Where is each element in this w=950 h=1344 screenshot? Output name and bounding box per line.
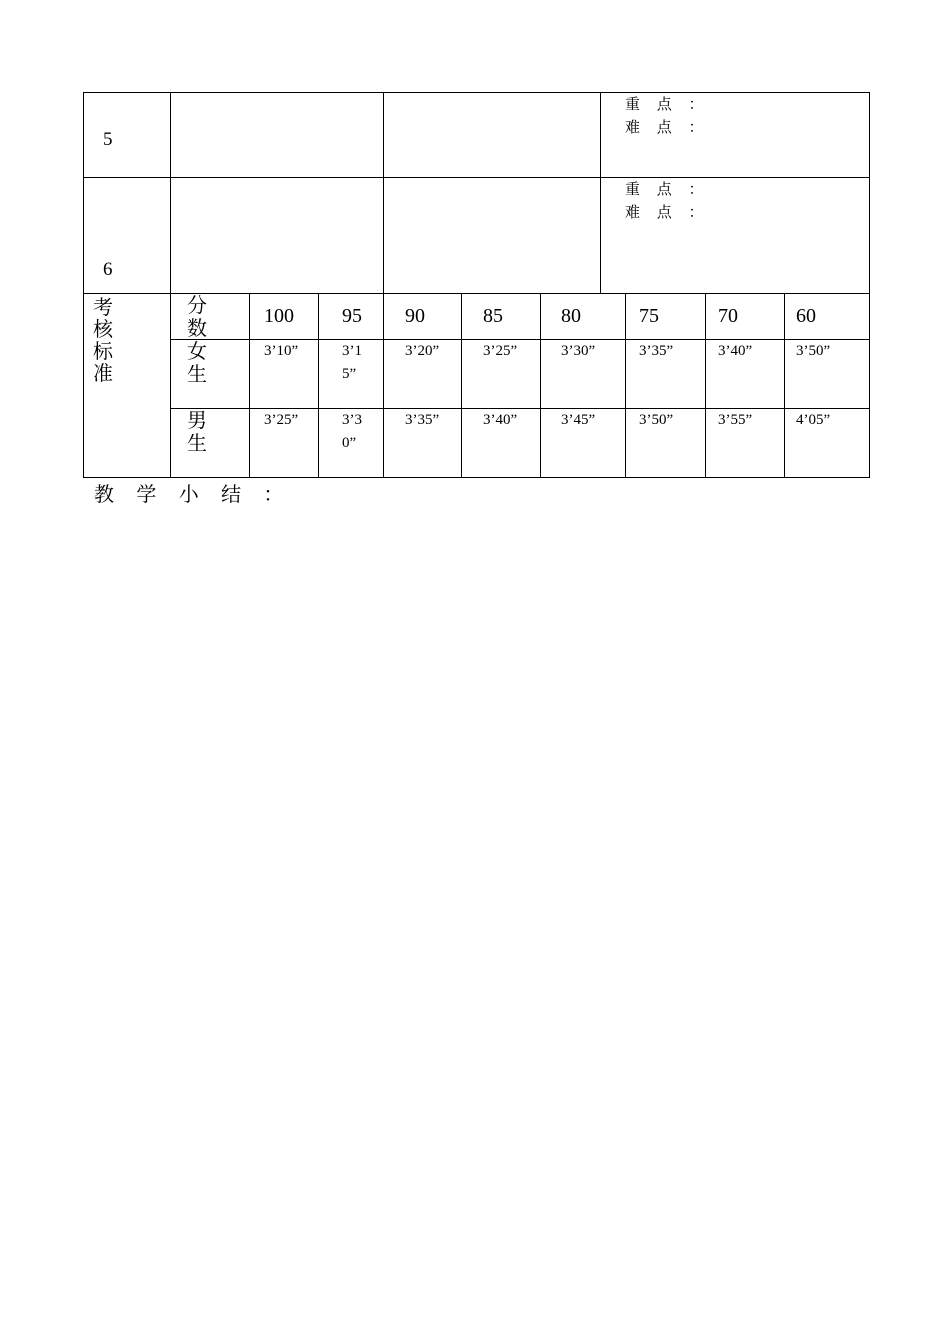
- column-divider: [784, 293, 785, 478]
- column-divider: [249, 293, 250, 478]
- score-cell: 95: [342, 305, 362, 327]
- score-header: 分数: [187, 293, 207, 340]
- male-label: 男生: [187, 408, 207, 455]
- lesson-plan-table: [83, 92, 870, 478]
- female-time-cell: 3’35”: [639, 343, 674, 359]
- female-time-cell: 3’10”: [264, 343, 299, 359]
- male-time-cell: 3’25”: [264, 412, 299, 428]
- column-divider: [540, 293, 541, 478]
- score-cell: 85: [483, 305, 503, 327]
- column-divider: [600, 92, 601, 293]
- score-cell: 90: [405, 305, 425, 327]
- male-time-cell: 3’45”: [561, 412, 596, 428]
- column-divider: [383, 92, 384, 478]
- column-divider: [705, 293, 706, 478]
- lesson-number: 5: [103, 129, 113, 150]
- male-time-cell: 3’50”: [639, 412, 674, 428]
- female-time-cell: 3’25”: [483, 343, 518, 359]
- male-time-cell: 3’40”: [483, 412, 518, 428]
- female-time-cell: 3’30”: [561, 343, 596, 359]
- difficulty-label: 难 点 ：: [625, 118, 710, 136]
- teaching-summary-label: 教 学 小 结 ：: [94, 482, 292, 506]
- difficulty-label: 难 点 ：: [625, 203, 710, 221]
- female-time-cell: 3’20”: [405, 343, 440, 359]
- male-time-cell: 3’55”: [718, 412, 753, 428]
- score-cell: 75: [639, 305, 659, 327]
- assessment-label: 考 核 标 准: [93, 295, 119, 385]
- female-time-cell: 3’50”: [796, 343, 831, 359]
- female-time-cell: 3’40”: [718, 343, 753, 359]
- column-divider: [318, 293, 319, 478]
- table-border-top: [83, 92, 870, 93]
- table-border-left: [83, 92, 84, 478]
- female-time-cell: 3’15”: [342, 343, 362, 382]
- lesson-number: 6: [103, 259, 113, 280]
- score-cell: 70: [718, 305, 738, 327]
- female-label: 女生: [187, 339, 207, 386]
- column-divider: [170, 92, 171, 478]
- column-divider: [625, 293, 626, 478]
- score-cell: 100: [264, 305, 294, 327]
- male-time-cell: 3’35”: [405, 412, 440, 428]
- score-cell: 60: [796, 305, 816, 327]
- male-time-cell: 4’05”: [796, 412, 831, 428]
- table-border-right: [869, 92, 870, 478]
- column-divider: [461, 293, 462, 478]
- score-cell: 80: [561, 305, 581, 327]
- male-time-cell: 3’30”: [342, 412, 362, 451]
- row-divider: [83, 177, 870, 178]
- key-point-label: 重 点 ：: [625, 180, 710, 198]
- key-point-label: 重 点 ：: [625, 95, 710, 113]
